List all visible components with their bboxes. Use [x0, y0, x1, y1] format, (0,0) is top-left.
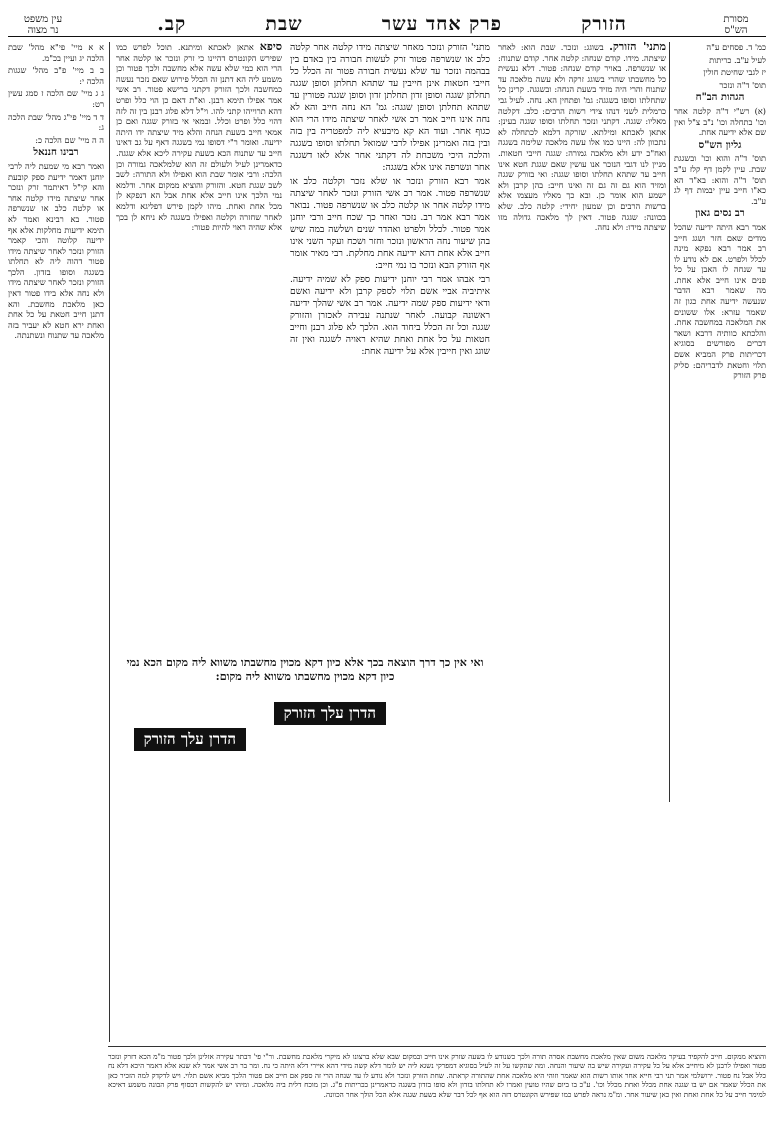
rashi-text: מתני' הזורק. בשוגג: ונזכר. שבת הוא: לאחר שיצתה. מידו. קודם שנחה: קלטה אחר. קודם שתנוח: או שנשרפה. באויר קודם שנחה: פטור. דלא נעשית כל מחשבתו שהרי בשוגג זרקה ולא עשה מלאכה עד שתנוח והרי היה מזיד בשעת הנחה: ובשגגה. קרינן כל שתחלתו וסופו בשגגה: גמ' ופתחין הא. נחה. לעיל גבי כרמלית לשני דנהו צידי רשות הרבים: כלב. דקלטה מאליו: שגגה. דקתני ונזכר תחלתו וסופו שגגה בעינן: אתאן לאכתא ומילתא. שזרקה דלמא לכתחלה לא נתכוון לה: היינו כמו אלו עשה מלאכה שלימה בשגגה ואח"כ ידע ולא מלאכה גמורה: שגגה חייבי חטאות. מניין לנו דגבי הנזכר אנו עושין שאם שגגת חטא אינו חייב עד שתהא תחלתו וסופו שגגה: ואי בזורק שגגה ומזיד הוא גם זה גם זה ואינו חייב: בהן קרבן ולא ישמע הוא אומר כן. ובא כך מאליו מעצמו אלא ברשות הרבים וכן שמעון יחידי: קלטה כלב. שלא בכוונה: שגגה פטור. דאין לך מלאכה גדולה מזו שיצתה מידו: ולא נחה.: [498, 42, 666, 233]
footer-rule: [108, 1046, 766, 1047]
rav-nissim-title: רב נסים גאון: [695, 208, 745, 220]
ein-mishpat-line: א א מיי' פי"א מהל' שבת הלכה יג ועיין בכ"מ.: [8, 42, 104, 63]
rashi-lead: מתני' הזורק.: [609, 42, 666, 53]
footer-commentary: והוציא ממקום. חייב להקפיד בעיקר מלאכה משום שאין מלאכת מחשבת אסרה תורה ולכך כשנודע לו בשעה שזרק אינו חייב ובמקום שבא שלא ברצונו לא מיקרי מלאכת מחשבת. ור"י פי' דבתר עקירה אזלינן ולכך פטור מ"מ הכא דזרק ונזכר פטור ואפילו לרבנן לא מיחייב אלא על כל עקירה ועקירה שיש בה שיעור והנחה. ומה שהקשו על זה לעיל בסוגיא דמפרקי נשגא ליה יש לומר דלא קשה מידי דהא איירי דלא היתה כי נח. ומר בר רב אשי אמר לא שנא אלא דאמר היכא דלא נח כלל אבל נח פטור. ירושלמי אמר תני רבי חייא אחר אותו רשות הוא שאמר וזוהי היא מלאכה אחת שהתורה קראתה. שחת הזורק ונזכר ולא נודע לו עד שנחה הרי זה ספק אם חייב אם פטור הלכך מביא אשם תלוי. ויש לדקדק למה הזכיר כאן את הכלל שאמר אם יש בו שגגה אחת מכלל ואחת מכלל וכו'. ע"כ בו ביום שהיו טועין ואמרו לא תחלתו בזדון ולא סופו בזדון בשגגה כדאמרינן בכריתות פ"ג. וכן מוכח דלית ביה מלאכה. ומיהו יש להקשות דבסוף פרק הבונה משמע דאיכא למימר חייב על כל אחת ואחת ואין כאן שיעור אחר. ומ"מ נראה לפרש כמו שפירש הקונטרס דזה הוא אף לכל דבר שלא בשעת שגגה אלא הכל הולך אחר הכוונה.: [108, 1052, 766, 1099]
tosafot-lead: סיפא: [259, 42, 282, 53]
tosafot-finish-box: הדרן עלך הזורק: [134, 728, 246, 751]
masoret-line: תוס' ד"ה ונזכר: [719, 79, 766, 90]
masoret-line: כמ' ד. פסחים ע"ה: [706, 42, 766, 52]
masoret-column: [674, 42, 766, 802]
rav-nissim-text: אמר רבא היתה ידיעה שהכל מודים שאם חזר ושגג חייב רב אמר רבא נפקא מינה לכלל ולפרט. אם לא נודע לו עד שנחה לו האבן על כל פנים אינו חייב אלא אחת. מה שאמר רבא הדבר שנעשה ידיעה אחת כגון זה שאמר עזרא: אלו ששונים את המלאכה במחשבה אחת. והלכתא כוותיה דרבא ושאר דברים מפורשים בסוגיא דכריתות פרק המביא אשם תלוי וחטאת לדבריהם: סליק פרק הזורק: [674, 221, 766, 381]
ein-mishpat-line: ב ב מיי' פ"ב מהל' שגגות הלכה י:: [8, 65, 104, 86]
hagahot-title: הגהות הב"ח: [695, 92, 745, 104]
ein-mishpat-line: ג ג מיי' שם הלכה ז סמג עשין רט:: [8, 88, 104, 109]
masoret-header-label: מסורת הש"ס: [723, 14, 749, 36]
rashi-column: [498, 42, 666, 802]
gemara-text: רבי אבהו אמר רבי יוחנן ידיעות ספק לא שמיה ידיעה. איתיביה אביי אשם תלוי לספק קרבן ולא ידיעה ואשם ודאי ידיעות ספק שמה ידיעה. אמר רב אשי שהלך ידיעה ראשונה קבועה. לאחר שנתנה עבירה לאכזרן והזורק שגגה וכל זה הכלל ביחוד הוא. הלכך לא פלוג רבנן וחייב חטאות על כל אחת ואחת שהיא ראויה לשגגה ואין זה שוגג ואין חייבין אלא על ידיעה אחת:: [290, 274, 490, 357]
chapter-finish-box: הדרן עלך הזורק: [274, 702, 386, 725]
ein-mishpat-line: ד ד מיי' פי"ג מהל' שבת הלכה ג:: [8, 111, 104, 133]
gemara-text: מתני' הזורק ונזכר מאחר שיצתה מידו קלטה אחר קלטה כלב או שנשרפה פטור זרק לעשות חבורה בין באדם בין בבהמה ונזכר עד שלא נעשית חבורה פטור זה הכלל כל חייבי חטאות אינן חייבין עד שתהא תחלתן וסופן שגגה תחלתן שגגה וסופן זדון תחלתן זדון וסופן שגגה פטורין עד שתהא תחלתן וסופן שגגה: גמ' הא נחה חייב והא לא נחה אינו חייב אמר רב אשי לאחר שיצתה מידו הרי הוא כגוף אחר. ועוד הא קא מיבעיא ליה למפטריה בין בזה ובין בזה ואמרינן אפילו לרבי שמואל תחלתו וסופו בשגגה והלכה היכי משכחת לה דקתני אחר אלא לאו דשגגה אחר ונשרפה אינו אלא בשגגה:: [290, 42, 490, 173]
masoret-line: לעיל ע"ב. כריתות: [709, 54, 766, 65]
page-header: [8, 6, 766, 37]
rabbenu-chananel-text: ואמר רבא מי שמעת ליה לרבי יוחנן דאמר ידיעת ספק קובעת והא קי"ל דאיתמר זרק ונזכר אחר שיצתה מידו קלטה אחר או קלטה כלב או שנשרפה פטור. בא רבינא ואמר לא תימא ידיעות מחלקות אלא אף ידיעה קלוטה והכי קאמר הזורק ונזכר לאחר שיצתה מידו פטור דהוה ליה לא תחלתו בשגגה וסופו בזדון. הלכך הזורק ונזכר לאחר שיצתה מידו ולא נחה אלא בידו פטור דאין כאן מלאכת מחשבת. והא דתנן חייב חטאת על כל אחת ואחת ירא חטא לא יעביר בזה מלאכה עד שתנוח ונשתנתה.: [8, 160, 104, 341]
tractate-name: שבת: [265, 13, 303, 35]
ein-mishpat-column: [8, 42, 104, 1042]
gilyon-text: תוס' ד"ה והוא וכו' ובשגגת שבת. עיין לקמן דף קלז ע"ב תוס' ד"ה והוא: בא"ד הא כא"ו חייב עיין יבמות דף לג ע"ב.: [674, 153, 766, 206]
masoret-line: יז לגבי שחיטת חולין: [703, 67, 766, 78]
chapter-label: פרק אחד עשר: [381, 13, 502, 35]
gilyon-title: גליון הש"ס: [698, 139, 742, 151]
page-number: קב.: [157, 13, 187, 35]
column-divider: [669, 42, 670, 802]
ein-mishpat-header-label: עין משפט נר מצוה: [23, 14, 63, 36]
talmud-page: [8, 6, 766, 1116]
tosafot-column: [116, 42, 282, 742]
ein-mishpat-line: ה ה מיי' שם הלכה כ:: [35, 134, 104, 145]
gemara-column: [290, 42, 490, 652]
hagahot-text: (א) רש"י ד"ה קלטה אחר וכו' בתחלה וכו' נ"ב צ"ל ואין שם אלא ידיעה אחת.: [674, 105, 766, 138]
gemara-text: אמר רבא הזורק ונזכר או שלא נזכר וקלטה כלב או שנשרפה פטור. אמר רב אשי הזורק ונזכר לאחר שיצתה מידו קלטה אחר או קלטה כלב או שנשרפה פטור. נבואר אמר רבא אמר רב. נזכר ואחר כך שכח חייב ורבי יוחנן אמר פטור. לכלל ולפרט ואהדר שנים ושלשה במה שיש בהן שיעור נחה הראשון ונזכר וחזר ושכח ועקר השני אינו חייב אלא אחת דהא ידיעה אחת מחלקת. רבי מאיר אומר אף הזורק הבא ונזכר בו נמי חייב:: [290, 176, 490, 271]
gemara-ending: ואי אין כך דרך הוצאה בכך אלא כיון דקא מכוין מחשבתו משווא ליה מקום הכא נמי כיון דקא מכוין מחשבתו משווא ליה מקום:: [126, 656, 484, 683]
column-divider: [109, 42, 110, 1042]
tosafot-text: סיפא אתאן לאכתא ומיתנא. תוכל לפרש כמו שפירש הקונטרס דהיינו כי זרק ונזכר או קלטה אחר הרי הוא כמי שלא עשה אלא מחשבה ולכך פטור וכן משמע ליה הא דתנן זה הכלל פירוש שאם נזכר נעשה כמחשבה ולכך הזורק דקתני ברישא פטור. רב אשי אמר אפילו תימא רבנן. וא"ת דאם כן הוי כלל ופרט דהא תרוייהו קתני להו. וי"ל דלא פלוג רבנן בין זה לזה דהוי כלל ופרט וכלל. ובמאי אי בזורק שגגה ואם כן אמאי חייב בשעת הנחה והלא מיד שיצתה ידו היתה ידיעה. ואומר ר"י דסופו נמי בשגגה דאף על גב דאינו חייב עד שתנוח הכא בשעת עקירה ליכא אלא שגגה. כדאמרינן לעיל ולעולם זה הוא שלמלאכה גמורה וכן הלכה: ורבי אומר שבת הוא ואפילו ולא התורה: לשב לשב שגגת חטא. והזורק והוציא ממקום אחר. ודלמא נמי הלכך אינו חייב אלא אחת אבל הא דנפקא לן מכל אחת ואחת. מיהו לקמן פירש דפליגא ודלמא לאחר שחזרה וקלטה ואפילו בשגגה לא ניחא לן בכך אלא שהיה ראוי להיות פטור:: [116, 42, 282, 233]
chapter-name: הזורק: [581, 13, 627, 35]
rabbenu-chananel-title: רבינו חננאל: [33, 147, 79, 159]
